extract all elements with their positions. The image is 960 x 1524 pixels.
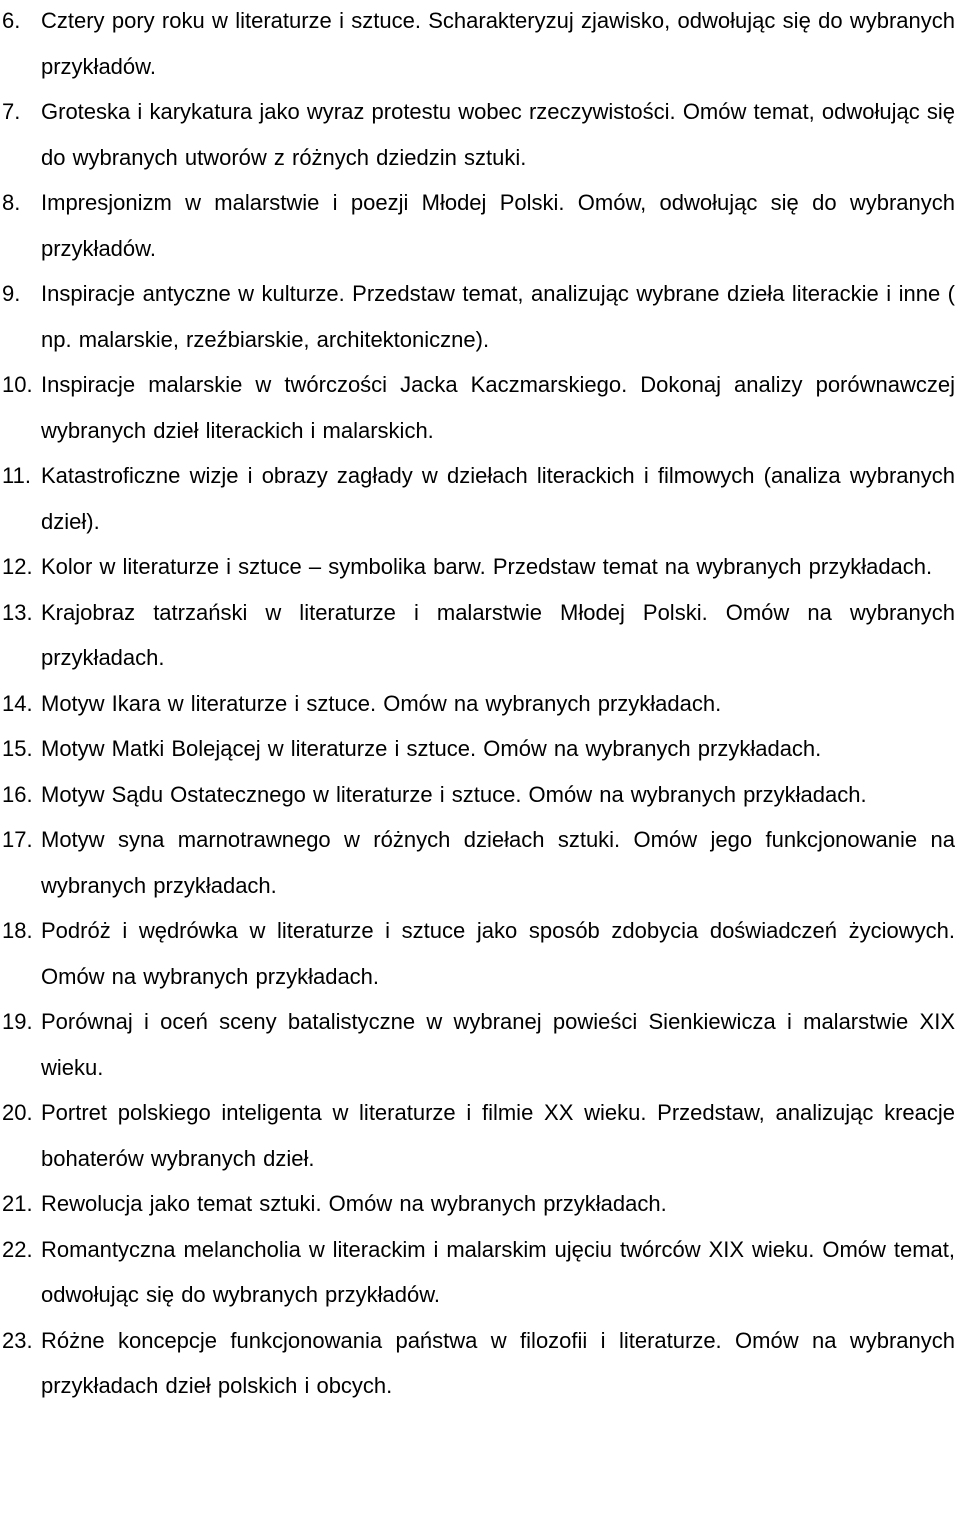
item-text: Motyw syna marnotrawnego w różnych dziełach sztuki. Omów jego funkcjonowanie na wybranych przykładach. xyxy=(41,827,955,898)
item-number: 6. xyxy=(2,8,21,33)
list-item xyxy=(0,999,955,1090)
list-item xyxy=(0,772,955,818)
item-text: Portret polskiego inteligenta w literaturze i filmie XX wieku. Przedstaw, analizując kreacje bohaterów wybranych dzieł. xyxy=(41,1100,955,1171)
item-text: Kolor w literaturze i sztuce – symbolika barw. Przedstaw temat na wybranych przykładach. xyxy=(41,554,933,579)
item-number: 15. xyxy=(2,736,33,761)
item-text: Porównaj i oceń sceny batalistyczne w wybranej powieści Sienkiewicza i malarstwie XIX wieku. xyxy=(41,1009,955,1080)
item-number: 22. xyxy=(2,1236,33,1262)
item-number: 14. xyxy=(2,690,33,716)
list-item xyxy=(0,362,955,453)
item-text: Podróż i wędrówka w literaturze i sztuce jako sposób zdobycia doświadczeń życiowych. Omów na wybranych przykładach. xyxy=(41,918,955,989)
item-number: 19. xyxy=(2,1009,33,1034)
list-item xyxy=(0,1227,955,1318)
item-number: 18. xyxy=(2,918,33,943)
item-text: Katastroficzne wizje i obrazy zagłady w dziełach literackich i filmowych (analiza wybranych dzieł). xyxy=(41,463,955,534)
list-item xyxy=(0,544,955,590)
item-number: 10. xyxy=(2,372,33,397)
item-number: 13. xyxy=(2,599,33,625)
item-text: Impresjonizm w malarstwie i poezji Młodej Polski. Omów, odwołując się do wybranych przykładów. xyxy=(41,190,955,261)
item-text: Rewolucja jako temat sztuki. Omów na wybranych przykładach. xyxy=(41,1191,667,1216)
item-number: 16. xyxy=(2,781,33,807)
item-number: 9. xyxy=(2,281,21,306)
list-item xyxy=(0,271,955,362)
list-item xyxy=(0,726,955,772)
list-item xyxy=(0,180,955,271)
item-number: 21. xyxy=(2,1191,33,1216)
list-item xyxy=(0,590,955,681)
item-number: 23. xyxy=(2,1327,33,1353)
item-number: 11. xyxy=(2,463,31,488)
item-number: 20. xyxy=(2,1100,33,1125)
list-item xyxy=(0,0,955,89)
item-text: Motyw Matki Bolejącej w literaturze i sztuce. Omów na wybranych przykładach. xyxy=(41,736,822,761)
item-number: 8. xyxy=(2,190,21,215)
item-text: Różne koncepcje funkcjonowania państwa w filozofii i literaturze. Omów na wybranych przykładach dzieł polskich i obcych. xyxy=(41,1327,955,1398)
item-number: 7. xyxy=(2,99,21,124)
item-text: Inspiracje malarskie w twórczości Jacka Kaczmarskiego. Dokonaj analizy porównawczej wybranych dzieł literackich i malarskich. xyxy=(41,372,955,443)
list-item xyxy=(0,1318,955,1409)
item-text: Motyw Sądu Ostatecznego w literaturze i sztuce. Omów na wybranych przykładach. xyxy=(41,781,867,807)
item-text: Groteska i karykatura jako wyraz protestu wobec rzeczywistości. Omów temat, odwołując się do wybranych utworów z różnych dziedzin sztuki. xyxy=(41,99,955,170)
list-item xyxy=(0,1090,955,1181)
list-item xyxy=(0,908,955,999)
item-number: 12. xyxy=(2,554,33,579)
item-text: Inspiracje antyczne w kulturze. Przedstaw temat, analizując wybrane dzieła literackie i inne ( np. malarskie, rzeźbiarskie, architektoniczne). xyxy=(41,281,955,352)
list-item xyxy=(0,817,955,908)
list-item xyxy=(0,453,955,544)
list-item xyxy=(0,1181,955,1227)
item-text: Cztery pory roku w literaturze i sztuce. Scharakteryzuj zjawisko, odwołując się do wybranych przykładów. xyxy=(41,8,955,79)
item-number: 17. xyxy=(2,827,33,852)
list-item xyxy=(0,89,955,180)
item-text: Romantyczna melancholia w literackim i malarskim ujęciu twórców XIX wieku. Omów temat, odwołując się do wybranych przykładów. xyxy=(41,1236,955,1307)
item-text: Krajobraz tatrzański w literaturze i malarstwie Młodej Polski. Omów na wybranych przykładach. xyxy=(41,599,955,670)
list-item xyxy=(0,681,955,727)
item-text: Motyw Ikara w literaturze i sztuce. Omów na wybranych przykładach. xyxy=(41,690,722,716)
